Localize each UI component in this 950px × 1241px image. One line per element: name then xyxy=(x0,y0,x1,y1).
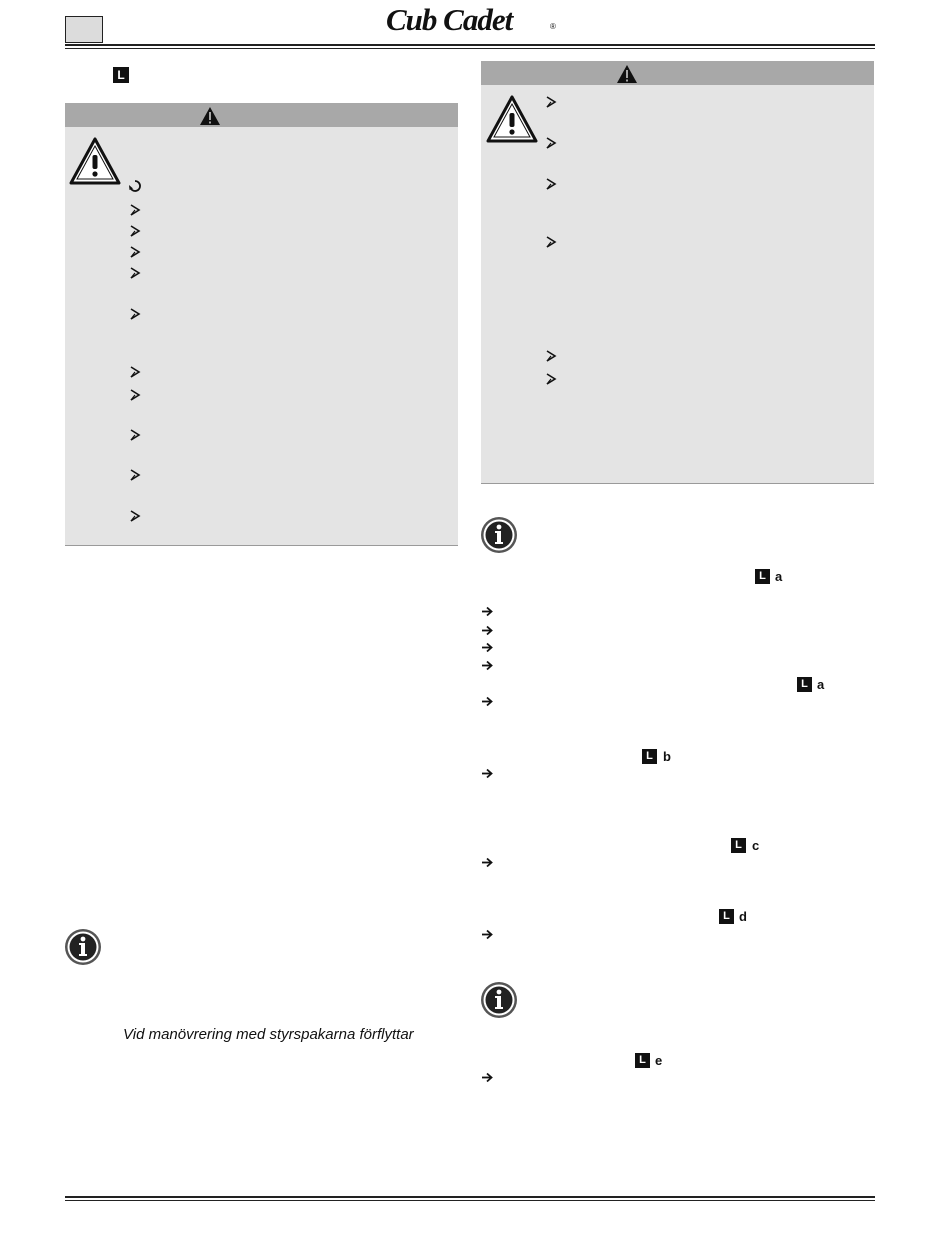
chevron-bullet-icon xyxy=(129,389,141,401)
footer-rule xyxy=(65,1196,875,1198)
arrow-right-icon xyxy=(481,1072,493,1083)
chevron-bullet-icon xyxy=(129,429,141,441)
figure-ref-sub: e xyxy=(655,1053,663,1068)
warning-triangle-large-icon xyxy=(68,136,122,186)
warning-panel-right-header xyxy=(481,61,874,85)
page-number-box xyxy=(65,16,103,43)
arrow-right-icon xyxy=(481,606,493,617)
chevron-bullet-icon xyxy=(545,373,557,385)
chevron-bullet-icon xyxy=(129,469,141,481)
arrow-right-icon xyxy=(481,929,493,940)
arrow-right-icon xyxy=(481,642,493,653)
chevron-bullet-icon xyxy=(129,204,141,216)
info-icon xyxy=(480,981,518,1019)
chevron-bullet-icon xyxy=(545,137,557,149)
figure-ref-sub: b xyxy=(663,749,671,764)
chevron-bullet-icon xyxy=(129,225,141,237)
figure-ref-sub: a xyxy=(817,677,825,692)
warning-panel-right xyxy=(481,61,874,483)
warning-panel-left xyxy=(65,103,458,545)
chevron-bullet-icon xyxy=(129,308,141,320)
warning-panel-left-header xyxy=(65,103,458,127)
chevron-bullet-icon xyxy=(129,246,141,258)
figure-ref-sub: d xyxy=(739,909,747,924)
warning-triangle-large-icon xyxy=(485,94,539,144)
warning-triangle-icon xyxy=(199,106,221,126)
chevron-bullet-icon xyxy=(545,178,557,190)
arrow-right-icon xyxy=(481,768,493,779)
figure-ref-badge: L xyxy=(642,749,657,764)
chevron-bullet-icon xyxy=(129,366,141,378)
chevron-bullet-icon xyxy=(545,236,557,248)
figure-ref-badge: L xyxy=(755,569,770,584)
header-rule xyxy=(65,44,875,46)
circle-arrow-icon xyxy=(129,180,141,192)
chevron-bullet-icon xyxy=(545,350,557,362)
arrow-right-icon xyxy=(481,696,493,707)
figure-badge: L xyxy=(113,67,129,83)
chevron-bullet-icon xyxy=(129,510,141,522)
figure-ref-badge: L xyxy=(719,909,734,924)
warning-panel-right-rule xyxy=(481,483,874,484)
footer-rule-thin xyxy=(65,1200,875,1201)
chevron-bullet-icon xyxy=(545,96,557,108)
figure-ref-badge: L xyxy=(635,1053,650,1068)
info-icon xyxy=(64,928,102,966)
arrow-right-icon xyxy=(481,625,493,636)
chevron-bullet-icon xyxy=(129,267,141,279)
figure-ref-sub: c xyxy=(752,838,760,853)
figure-ref-badge: L xyxy=(731,838,746,853)
caption-text: Vid manövrering med styrspakarna förflyttar xyxy=(123,1026,414,1043)
brand-logo: Cub Cadet xyxy=(386,2,513,37)
figure-ref-sub: a xyxy=(775,569,783,584)
warning-triangle-icon xyxy=(616,64,638,84)
info-icon xyxy=(480,516,518,554)
registered-mark: ® xyxy=(550,22,556,31)
arrow-right-icon xyxy=(481,660,493,671)
header-rule-thin xyxy=(65,48,875,49)
warning-panel-left-rule xyxy=(65,545,458,546)
figure-ref-badge: L xyxy=(797,677,812,692)
arrow-right-icon xyxy=(481,857,493,868)
